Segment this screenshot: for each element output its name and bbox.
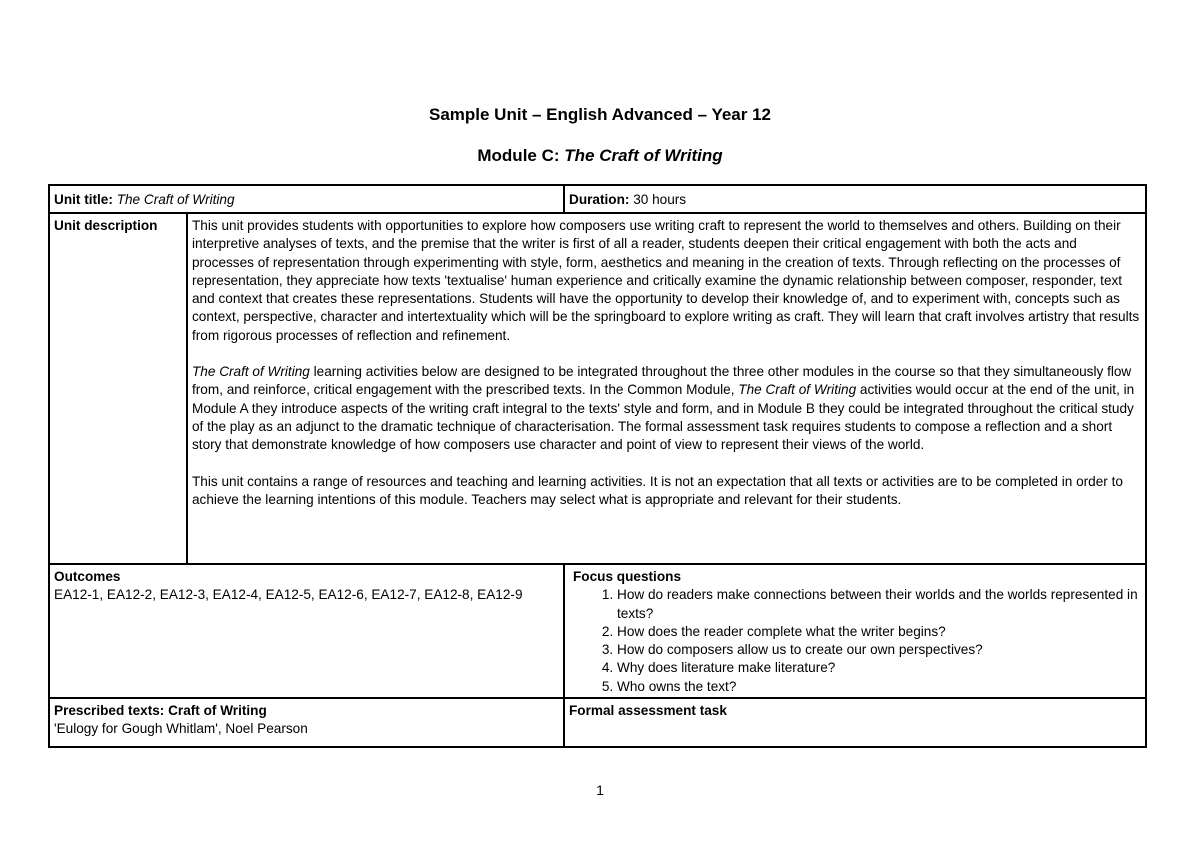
- focus-question: 4. Why does literature make literature?: [617, 659, 1141, 677]
- description-paragraph-2: [192, 363, 1141, 454]
- unit-title-cell: [49, 185, 564, 213]
- unit-title-value: The Craft of Writing: [116, 192, 235, 207]
- page-number: 1: [596, 782, 604, 798]
- prescribed-row: [49, 698, 1146, 747]
- assessment-cell: [564, 698, 1146, 747]
- unit-title-row: [49, 185, 1146, 213]
- module-heading: [0, 146, 1200, 166]
- unit-title-label: Unit title:: [54, 192, 113, 207]
- outcomes-cell: [49, 564, 564, 698]
- duration-label: Duration:: [569, 192, 630, 207]
- duration-value: 30 hours: [633, 192, 687, 207]
- focus-questions-list: [569, 586, 1141, 696]
- prescribed-cell: [49, 698, 564, 747]
- focus-question: 1. How do readers make connections between their worlds and the worlds represented in texts?: [617, 586, 1141, 623]
- unit-table: [48, 184, 1147, 748]
- description-row: [49, 213, 1146, 564]
- focus-questions-label: Focus questions: [573, 569, 682, 584]
- outcomes-label: Outcomes: [54, 569, 121, 584]
- module-prefix: Module C:: [477, 146, 565, 165]
- focus-question: 2. How does the reader complete what the writer begins?: [617, 623, 1141, 641]
- outcomes-value: EA12-1, EA12-2, EA12-3, EA12-4, EA12-5, EA12-6, EA12-7, EA12-8, EA12-9: [54, 587, 523, 603]
- description-paragraph-1: This unit provides students with opportunities to explore how composers use writing craft to represent the world to themselves and others. Building on their interpretive analyses of texts, and the premise that the writer is first of all a reader, students deepen their critical engagement with both the acts and processes of representation through experimenting with style, form, aesthetics and meaning in the creation of texts. Through reflecting on the processes of representation, they appreciate how texts 'textualise' human experience and critically examine the dynamic relationship between composer, responder, text and context that creates these representations. Students will have the opportunity to develop their knowledge of, and to experiment with, concepts such as context, perspective, character and intertextuality which will be the springboard to explore writing as craft. They will learn that craft involves artistry that results from rigorous processes of reflection and refinement.: [192, 218, 1140, 343]
- assessment-label: Formal assessment task: [569, 703, 727, 718]
- duration-cell: [564, 185, 1146, 213]
- craft-of-writing-italic: The Craft of Writing: [738, 382, 857, 398]
- prescribed-value: 'Eulogy for Gough Whitlam', Noel Pearson: [54, 721, 308, 737]
- prescribed-label: Prescribed texts: Craft of Writing: [54, 703, 267, 718]
- outcomes-row: [49, 564, 1146, 698]
- focus-question: 3. How do composers allow us to create our own perspectives?: [617, 641, 1141, 659]
- description-text: activities would occur at the end of the unit, in Module A they introduce aspects of the writing craft integral to the texts' style and form, and in Module B they could be integrated throughout the critical study of the play as an adjunct to the dramatic technique of characterisation. The formal assessment task requires students to compose a reflection and a short story that demonstrate knowledge of how composers use character and point of view to represent their views of the world.: [192, 382, 1135, 453]
- description-cell: [187, 213, 1146, 564]
- description-paragraph-3: This unit contains a range of resources and teaching and learning activities. It is not an expectation that all texts or activities are to be completed in order to achieve the learning intentions of this module. Teachers may select what is appropriate and relevant for their students.: [192, 473, 1123, 507]
- craft-of-writing-italic: The Craft of Writing: [192, 364, 310, 380]
- module-name: The Craft of Writing: [564, 146, 723, 165]
- description-label: Unit description: [49, 213, 187, 564]
- focus-question: 5. Who owns the text?: [617, 678, 1141, 696]
- description-text: learning activities below are designed to be integrated throughout the three other modules in the course so that they simultaneously flow from, and reinforce, critical engagement with the prescribed texts. In the Common Module,: [192, 364, 1132, 398]
- focus-questions-cell: [564, 564, 1146, 698]
- document-title: Sample Unit – English Advanced – Year 12: [428, 105, 772, 124]
